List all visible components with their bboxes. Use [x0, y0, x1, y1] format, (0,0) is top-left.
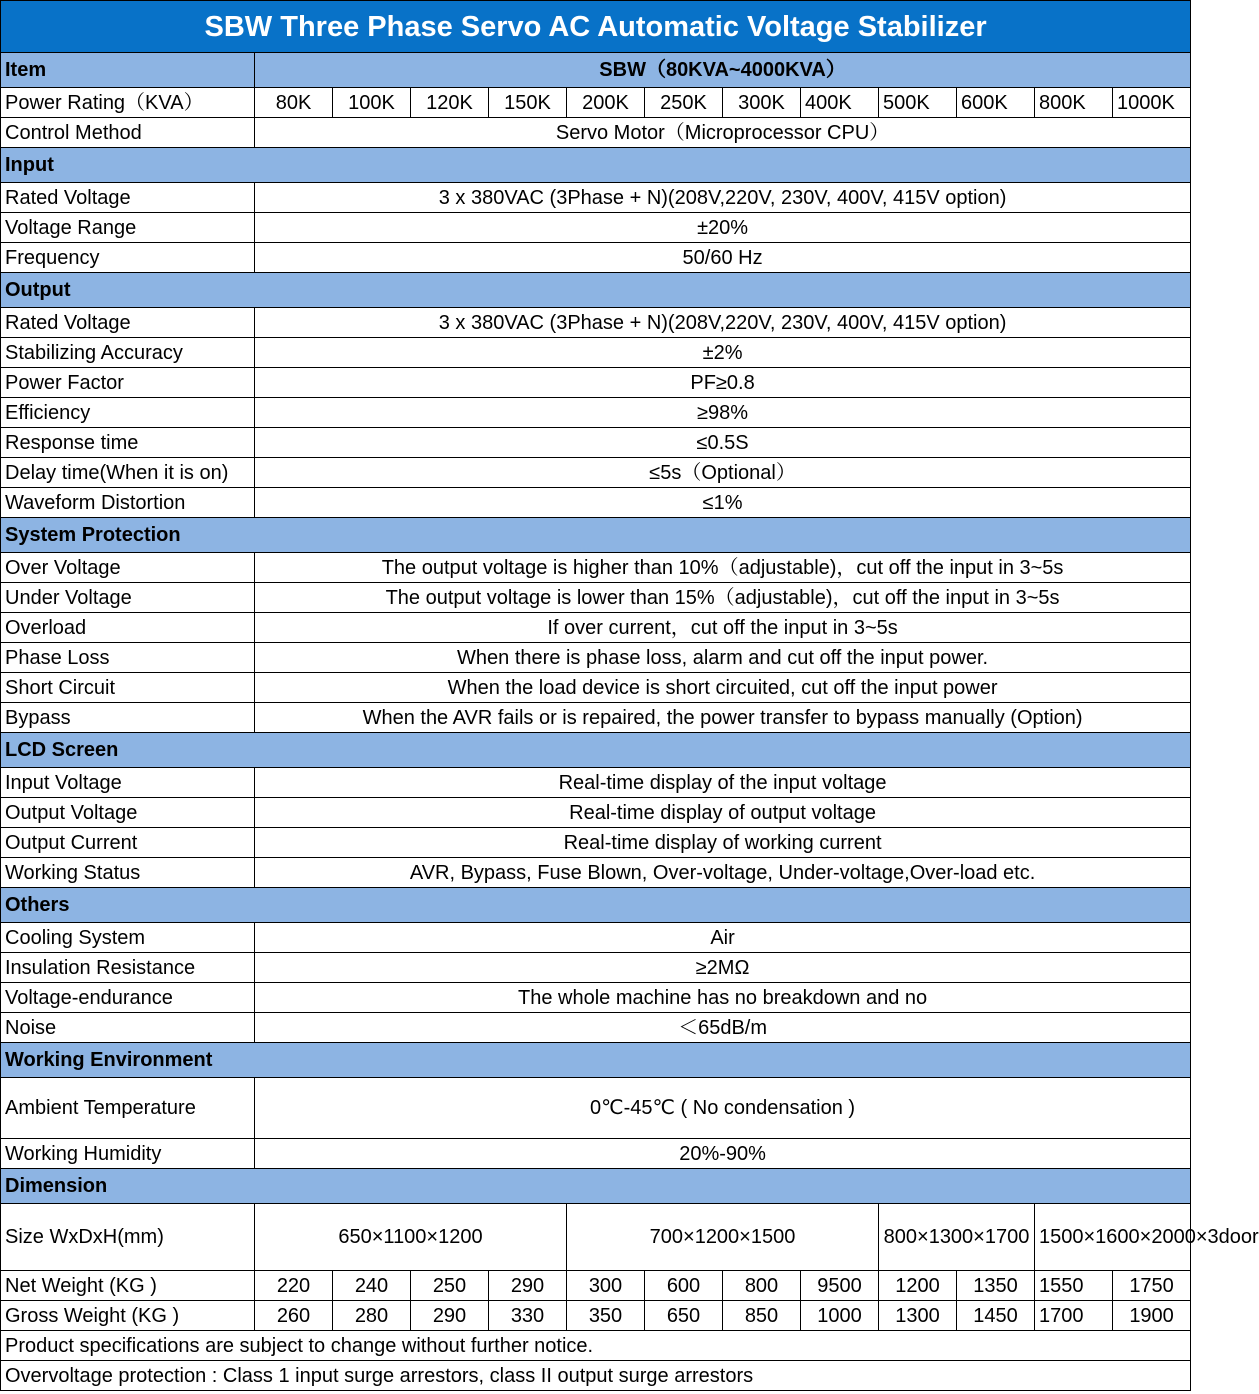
row-value: If over current，cut off the input in 3~5s — [255, 613, 1191, 643]
row-value: Real-time display of working current — [255, 828, 1191, 858]
size-cell: 800×1300×1700 — [879, 1204, 1035, 1271]
section-title: LCD Screen — [1, 733, 1191, 768]
spec-row — [1, 953, 1191, 983]
row-value: ±20% — [255, 213, 1191, 243]
weight-cell: 250 — [411, 1271, 489, 1301]
weight-cell: 290 — [489, 1271, 567, 1301]
weight-cell: 1200 — [879, 1271, 957, 1301]
rating-cell: 400K — [801, 88, 879, 118]
row-value: Real-time display of output voltage — [255, 798, 1191, 828]
rating-cell: 100K — [333, 88, 411, 118]
spec-row — [1, 1139, 1191, 1169]
weight-cell: 1700 — [1035, 1301, 1113, 1331]
spec-row — [1, 828, 1191, 858]
section-output — [1, 273, 1191, 308]
spec-row — [1, 643, 1191, 673]
spec-row — [1, 368, 1191, 398]
row-value: ≤1% — [255, 488, 1191, 518]
row-label: Short Circuit — [1, 673, 255, 703]
spec-row — [1, 308, 1191, 338]
row-value: 50/60 Hz — [255, 243, 1191, 273]
section-title: System Protection — [1, 518, 1191, 553]
weight-cell: 1300 — [879, 1301, 957, 1331]
row-value: The output voltage is higher than 10%（adjustable)，cut off the input in 3~5s — [255, 553, 1191, 583]
section-others — [1, 888, 1191, 923]
row-label: Response time — [1, 428, 255, 458]
row-label: Stabilizing Accuracy — [1, 338, 255, 368]
row-label: Noise — [1, 1013, 255, 1043]
row-value: Servo Motor（Microprocessor CPU） — [255, 118, 1191, 148]
row-value: ≥98% — [255, 398, 1191, 428]
row-value: ＜65dB/m — [255, 1013, 1191, 1043]
rating-cell: 800K — [1035, 88, 1113, 118]
page-title: SBW Three Phase Servo AC Automatic Voltage Stabilizer — [1, 1, 1191, 53]
weight-cell: 1350 — [957, 1271, 1035, 1301]
row-value: 0℃-45℃ ( No condensation ) — [255, 1078, 1191, 1139]
weight-cell: 600 — [645, 1271, 723, 1301]
weight-cell: 650 — [645, 1301, 723, 1331]
spec-row — [1, 858, 1191, 888]
row-label: Ambient Temperature — [1, 1078, 255, 1139]
row-value: 3 x 380VAC (3Phase + N)(208V,220V, 230V, 400V, 415V option) — [255, 183, 1191, 213]
rating-cell: 300K — [723, 88, 801, 118]
row-label: Gross Weight (KG ) — [1, 1301, 255, 1331]
rating-cell: 250K — [645, 88, 723, 118]
spec-row — [1, 428, 1191, 458]
weight-cell: 800 — [723, 1271, 801, 1301]
section-environment — [1, 1043, 1191, 1078]
row-label: Overload — [1, 613, 255, 643]
spec-row — [1, 398, 1191, 428]
spec-row — [1, 983, 1191, 1013]
header-row — [1, 53, 1191, 88]
spec-row — [1, 213, 1191, 243]
section-lcd — [1, 733, 1191, 768]
spec-row — [1, 553, 1191, 583]
weight-cell: 290 — [411, 1301, 489, 1331]
spec-row — [1, 488, 1191, 518]
weight-cell: 220 — [255, 1271, 333, 1301]
row-label: Bypass — [1, 703, 255, 733]
row-label: Voltage Range — [1, 213, 255, 243]
row-label: Power Factor — [1, 368, 255, 398]
weight-cell: 280 — [333, 1301, 411, 1331]
title-row — [1, 1, 1191, 53]
weight-cell: 850 — [723, 1301, 801, 1331]
row-label: Insulation Resistance — [1, 953, 255, 983]
row-label: Over Voltage — [1, 553, 255, 583]
section-protection — [1, 518, 1191, 553]
row-value: When the load device is short circuited, cut off the input power — [255, 673, 1191, 703]
control-method-row — [1, 118, 1191, 148]
row-label: Net Weight (KG ) — [1, 1271, 255, 1301]
rating-cell: 500K — [879, 88, 957, 118]
spec-row — [1, 703, 1191, 733]
note-row — [1, 1361, 1191, 1391]
weight-cell: 260 — [255, 1301, 333, 1331]
spec-row — [1, 243, 1191, 273]
rating-cell: 1000K — [1113, 88, 1191, 118]
section-title: Working Environment — [1, 1043, 1191, 1078]
gross-weight-row — [1, 1301, 1191, 1331]
row-value: ≤5s（Optional） — [255, 458, 1191, 488]
note-row — [1, 1331, 1191, 1361]
model-range-header: SBW（80KVA~4000KVA） — [255, 53, 1191, 88]
weight-cell: 1750 — [1113, 1271, 1191, 1301]
row-label: Cooling System — [1, 923, 255, 953]
row-value: The whole machine has no breakdown and no — [255, 983, 1191, 1013]
size-cell: 650×1100×1200 — [255, 1204, 567, 1271]
row-label: Rated Voltage — [1, 183, 255, 213]
weight-cell: 330 — [489, 1301, 567, 1331]
weight-cell: 240 — [333, 1271, 411, 1301]
section-title: Output — [1, 273, 1191, 308]
row-value: The output voltage is lower than 15%（adjustable)，cut off the input in 3~5s — [255, 583, 1191, 613]
rating-cell: 120K — [411, 88, 489, 118]
rating-cell: 600K — [957, 88, 1035, 118]
weight-cell: 300 — [567, 1271, 645, 1301]
spec-row — [1, 458, 1191, 488]
weight-cell: 1550 — [1035, 1271, 1113, 1301]
row-label: Voltage-endurance — [1, 983, 255, 1013]
spec-row — [1, 798, 1191, 828]
spec-row — [1, 613, 1191, 643]
row-label: Waveform Distortion — [1, 488, 255, 518]
weight-cell: 1900 — [1113, 1301, 1191, 1331]
spec-row — [1, 1078, 1191, 1139]
spec-row — [1, 338, 1191, 368]
spec-row — [1, 768, 1191, 798]
item-header: Item — [1, 53, 255, 88]
rating-cell: 80K — [255, 88, 333, 118]
row-label: Output Voltage — [1, 798, 255, 828]
row-label: Phase Loss — [1, 643, 255, 673]
row-value: ≤0.5S — [255, 428, 1191, 458]
row-value: When there is phase loss, alarm and cut off the input power. — [255, 643, 1191, 673]
row-value: ≥2MΩ — [255, 953, 1191, 983]
size-cell: 700×1200×1500 — [567, 1204, 879, 1271]
section-input — [1, 148, 1191, 183]
row-value: 20%-90% — [255, 1139, 1191, 1169]
power-rating-row — [1, 88, 1191, 118]
rating-cell: 200K — [567, 88, 645, 118]
row-value: 3 x 380VAC (3Phase + N)(208V,220V, 230V, 400V, 415V option) — [255, 308, 1191, 338]
spec-row — [1, 923, 1191, 953]
weight-cell: 1450 — [957, 1301, 1035, 1331]
row-value: Real-time display of the input voltage — [255, 768, 1191, 798]
size-cell: 1500×1600×2000×3door — [1035, 1204, 1191, 1271]
row-value: ±2% — [255, 338, 1191, 368]
section-title: Dimension — [1, 1169, 1191, 1204]
net-weight-row — [1, 1271, 1191, 1301]
row-label: Size WxDxH(mm) — [1, 1204, 255, 1271]
weight-cell: 1000 — [801, 1301, 879, 1331]
section-title: Input — [1, 148, 1191, 183]
row-label: Working Humidity — [1, 1139, 255, 1169]
row-value: AVR, Bypass, Fuse Blown, Over-voltage, Under-voltage,Over-load etc. — [255, 858, 1191, 888]
spec-note: Product specifications are subject to change without further notice. — [1, 1331, 1191, 1361]
surge-protection-note: Overvoltage protection : Class 1 input surge arrestors, class II output surge arrestors — [1, 1361, 1191, 1391]
spec-row — [1, 1013, 1191, 1043]
size-row — [1, 1204, 1191, 1271]
row-label: Control Method — [1, 118, 255, 148]
row-label: Output Current — [1, 828, 255, 858]
row-label: Rated Voltage — [1, 308, 255, 338]
row-value: When the AVR fails or is repaired, the power transfer to bypass manually (Option) — [255, 703, 1191, 733]
row-label: Input Voltage — [1, 768, 255, 798]
row-label: Under Voltage — [1, 583, 255, 613]
row-value: PF≥0.8 — [255, 368, 1191, 398]
row-label: Working Status — [1, 858, 255, 888]
row-label: Efficiency — [1, 398, 255, 428]
weight-cell: 9500 — [801, 1271, 879, 1301]
row-label: Delay time(When it is on) — [1, 458, 255, 488]
spec-row — [1, 673, 1191, 703]
spec-row — [1, 583, 1191, 613]
row-label: Frequency — [1, 243, 255, 273]
spec-row — [1, 183, 1191, 213]
section-dimension — [1, 1169, 1191, 1204]
row-value: Air — [255, 923, 1191, 953]
weight-cell: 350 — [567, 1301, 645, 1331]
row-label: Power Rating（KVA） — [1, 88, 255, 118]
section-title: Others — [1, 888, 1191, 923]
rating-cell: 150K — [489, 88, 567, 118]
